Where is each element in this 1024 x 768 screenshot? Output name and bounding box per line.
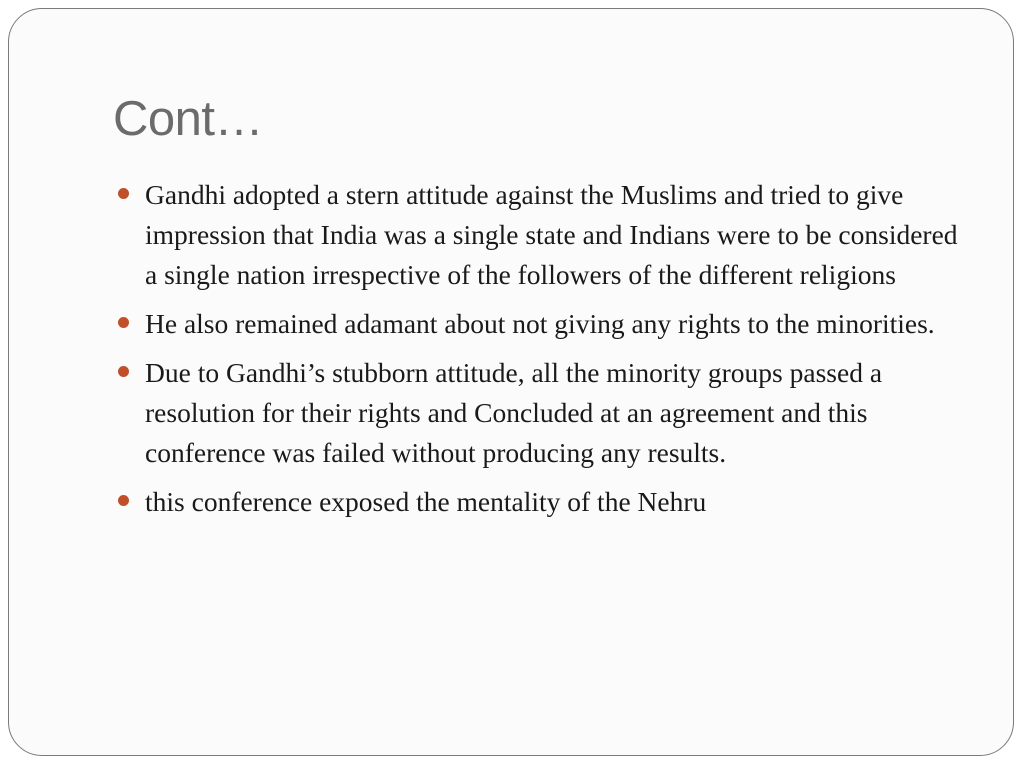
bullet-item: [113, 304, 958, 344]
bullet-item: [113, 175, 958, 295]
bullet-item: [113, 353, 958, 473]
bullet-dot-icon: [118, 188, 129, 199]
bullet-dot-icon: [118, 366, 129, 377]
bullet-dot-icon: [118, 317, 129, 328]
bullet-text: Gandhi adopted a stern attitude against the Muslims and tried to give impression that India was a single state and Indians were to be considered a single nation irrespective of the followers of the different religions: [145, 179, 958, 290]
bullet-item: [113, 482, 958, 522]
slide-title: Cont…: [113, 92, 264, 146]
bullet-text: Due to Gandhi’s stubborn attitude, all the minority groups passed a resolution for their rights and Concluded at an agreement and this conference was failed without producing any results.: [145, 357, 883, 468]
bullet-text: He also remained adamant about not giving any rights to the minorities.: [145, 308, 935, 339]
slide-frame: [8, 8, 1014, 756]
bullet-dot-icon: [118, 495, 129, 506]
bullet-list: [113, 175, 958, 531]
bullet-text: this conference exposed the mentality of the Nehru: [145, 486, 707, 517]
